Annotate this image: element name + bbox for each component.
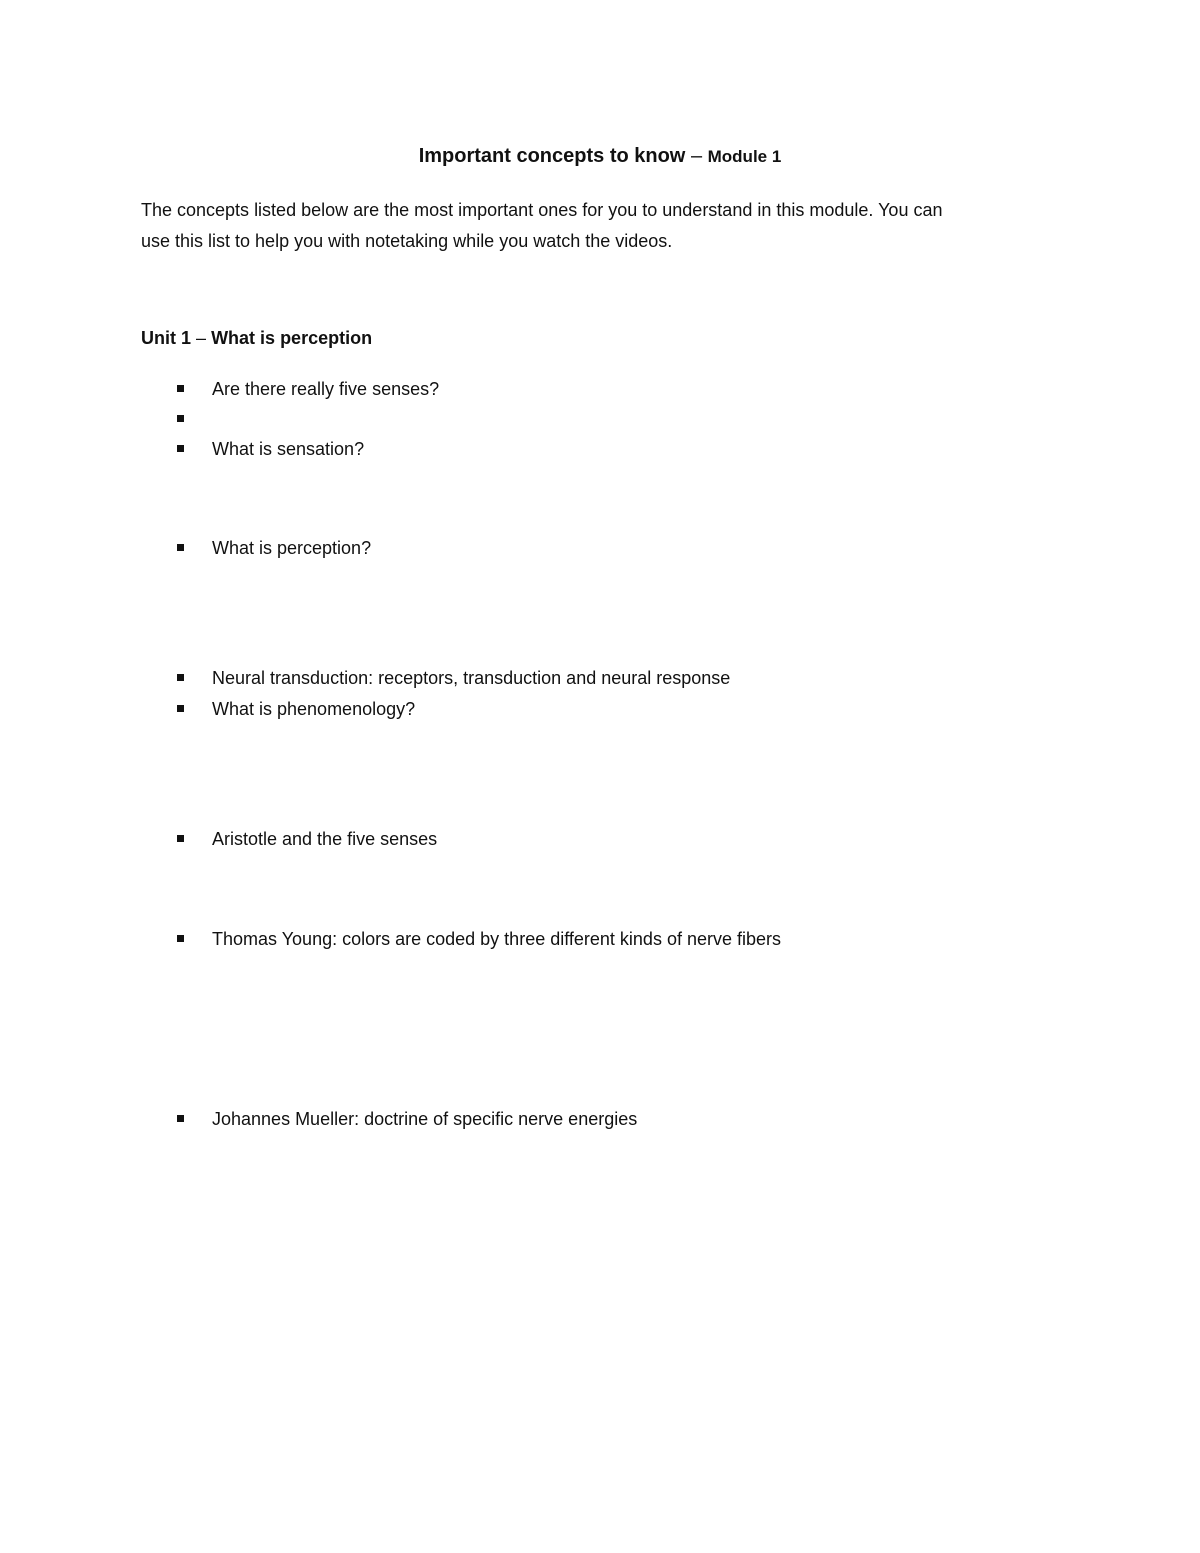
concept-text: What is phenomenology? [212,699,416,719]
unit-name: What is perception [211,328,373,348]
intro-paragraph [141,195,1041,257]
concept-text: Are there really five senses? [212,379,440,399]
title-separator: – [690,145,703,167]
concept-text: Neural transduction: receptors, transduction and neural response [212,668,731,688]
square-bullet-icon [177,935,184,942]
concept-text: What is perception? [212,538,372,558]
page-title [0,142,1200,171]
square-bullet-icon [177,415,184,422]
concept-text: Aristotle and the five senses [212,829,438,849]
square-bullet-icon [177,705,184,712]
square-bullet-icon [177,385,184,392]
square-bullet-icon [177,544,184,551]
square-bullet-icon [177,1115,184,1122]
title-main: Important concepts to know [418,145,686,167]
concept-text: Johannes Mueller: doctrine of specific nerve energies [212,1109,638,1129]
concept-text: What is sensation? [212,439,365,459]
intro-line: use this list to help you with notetaking while you watch the videos. [141,231,673,251]
title-module: Module 1 [707,147,782,166]
unit-label: Unit 1 [141,328,192,348]
intro-line: The concepts listed below are the most important ones for you to understand in this module. You can [141,200,943,220]
unit-heading [141,325,372,351]
square-bullet-icon [177,674,184,681]
unit-separator: – [196,328,207,348]
square-bullet-icon [177,445,184,452]
concept-text: Thomas Young: colors are coded by three different kinds of nerve fibers [212,929,782,949]
square-bullet-icon [177,835,184,842]
